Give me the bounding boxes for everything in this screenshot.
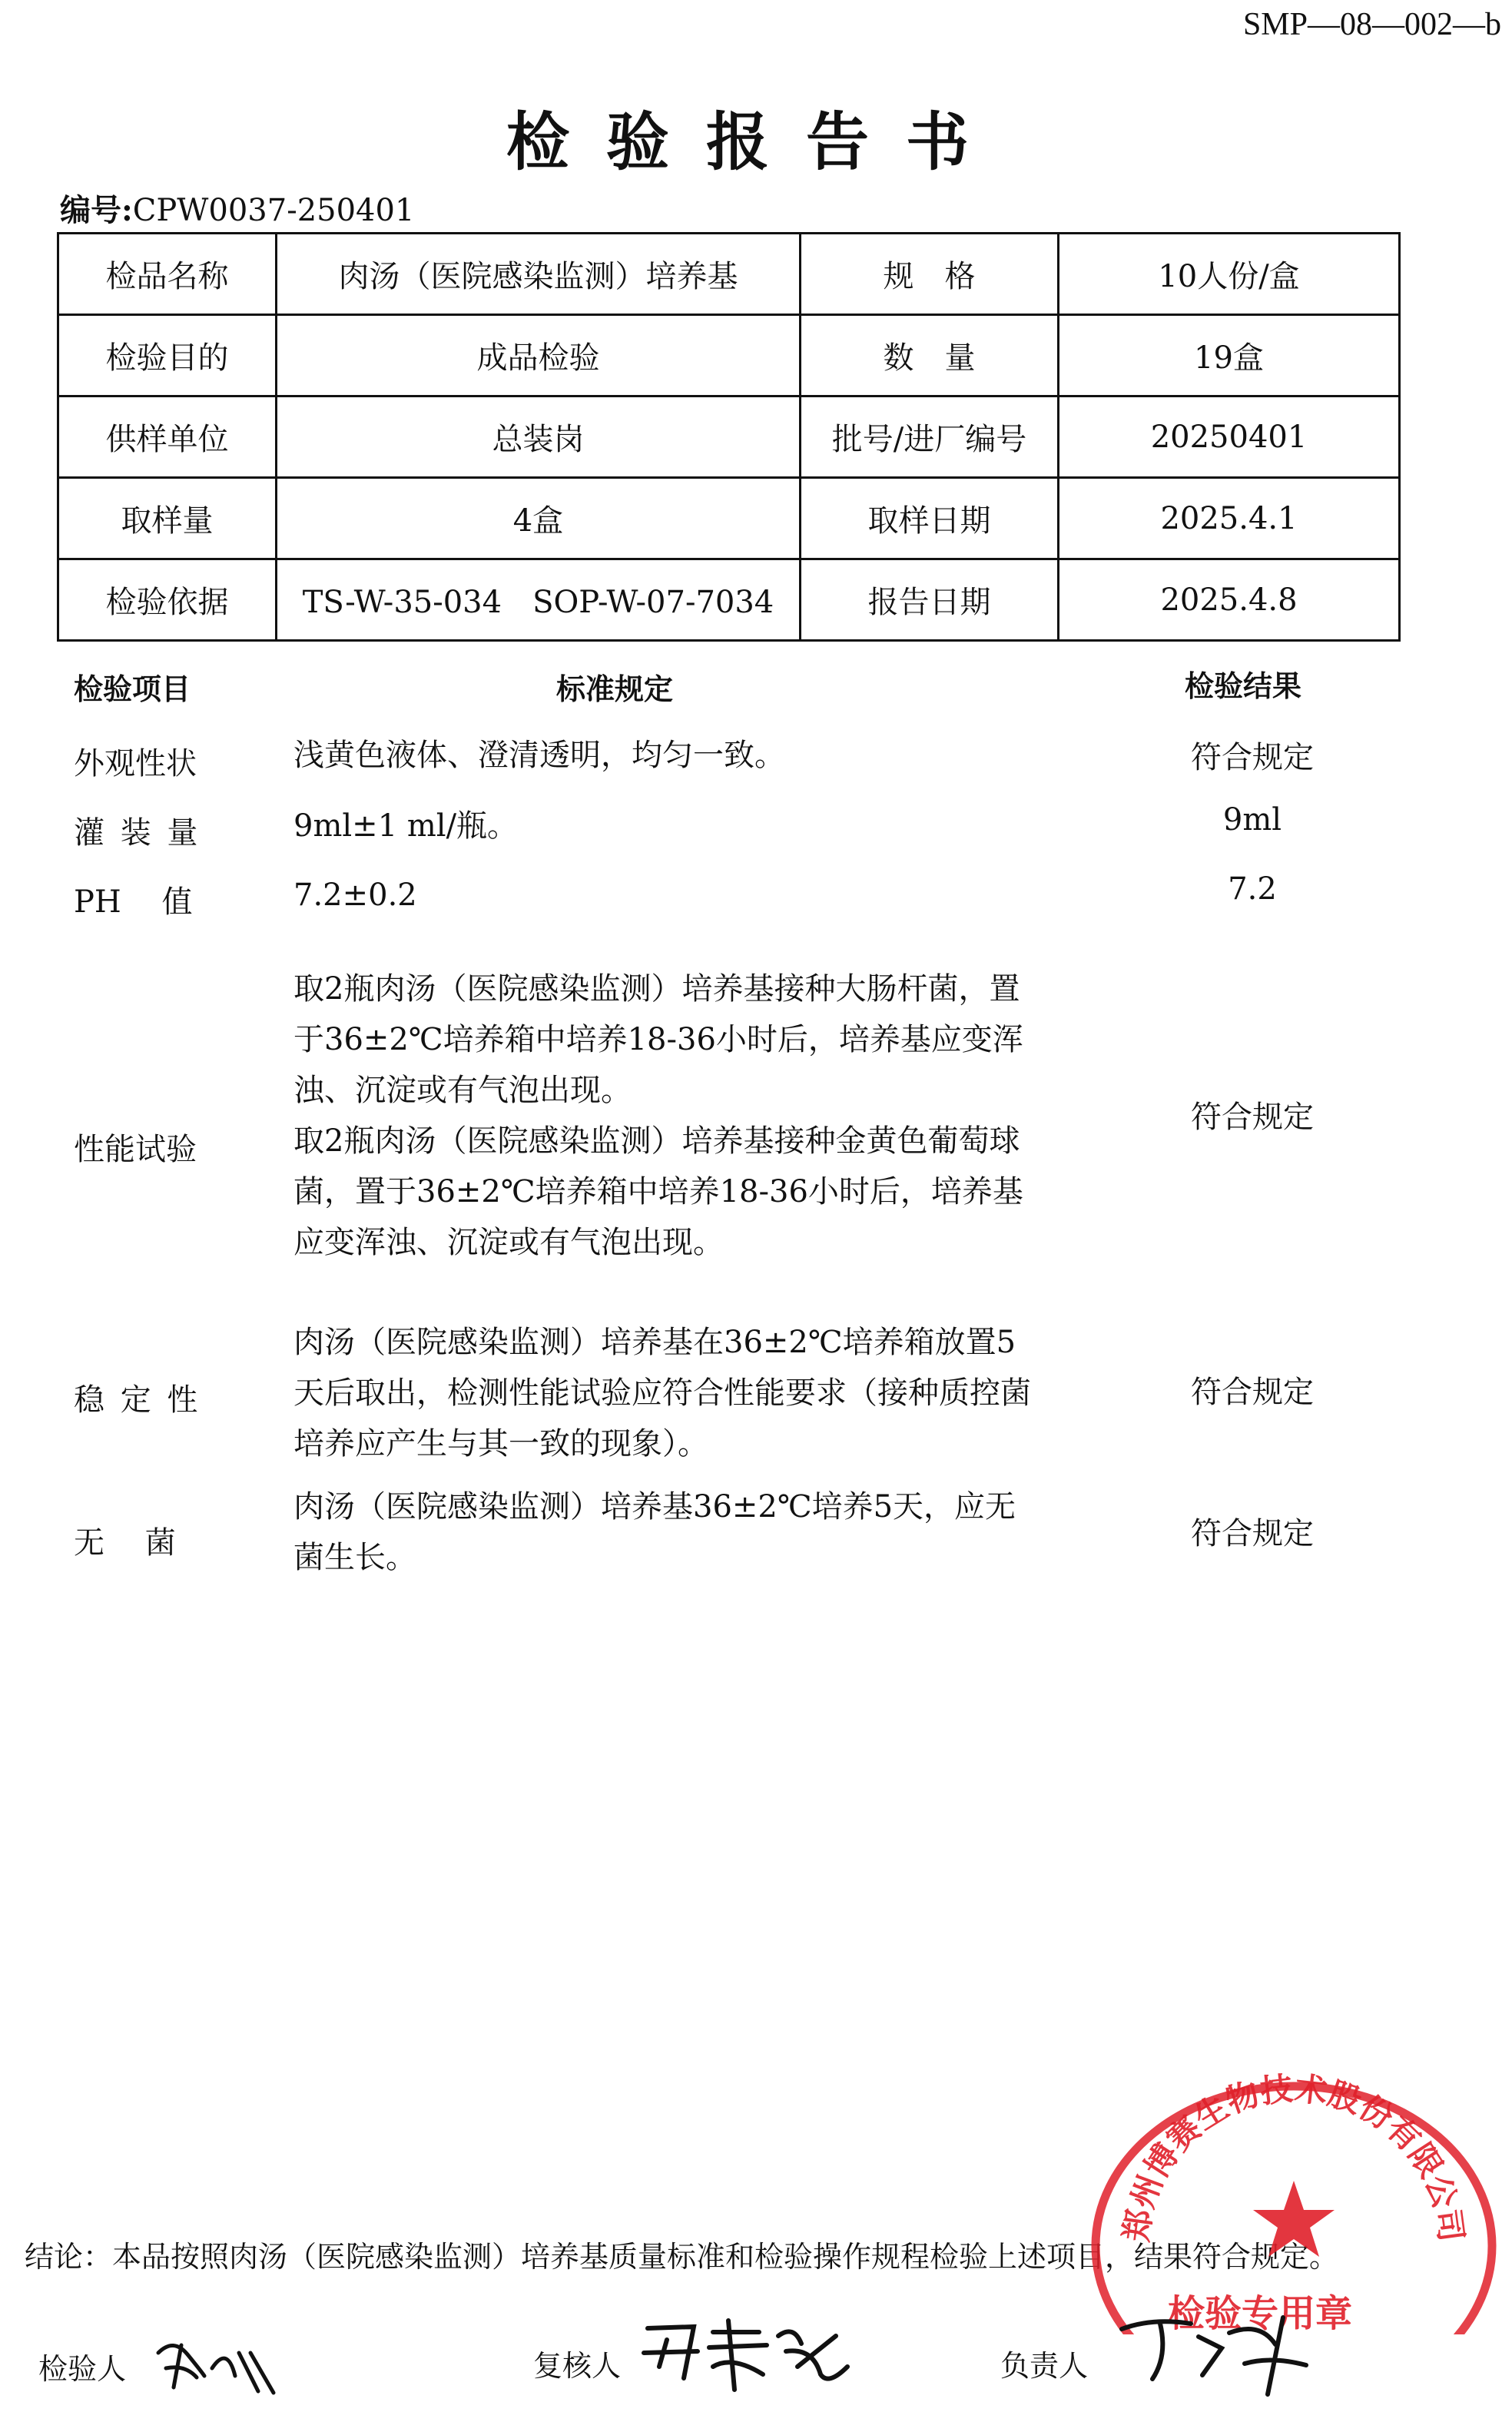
cell-label: 检验依据 [58, 559, 277, 641]
seal-purpose-text: 检验专用章 [1168, 2292, 1353, 2335]
cell-label: 检品名称 [58, 234, 277, 315]
table-row [58, 559, 1400, 641]
cell-value: TS-W-35-034 SOP-W-07-7034 [277, 559, 801, 641]
standard-stability [293, 1317, 1246, 1469]
reviewer-label: 复核人 [533, 2349, 622, 2383]
conclusion: 结论：本品按照肉汤（医院感染监测）培养基质量标准和检验操作规程检验上述项目，结果符合规定。 [25, 2240, 1339, 2274]
standard-line: 取2瓶肉汤（医院感染监测）培养基接种大肠杆菌，置 [293, 971, 1020, 1007]
item-stability: 稳 定 性 [74, 1382, 201, 1418]
page-title: 检验报告书 [506, 105, 1006, 179]
cell-value: 2025.4.8 [1059, 559, 1400, 641]
star-icon [1253, 2181, 1335, 2257]
cell-value: 成品检验 [277, 315, 801, 396]
result-performance: 符合规定 [1191, 1100, 1314, 1135]
item-performance: 性能试验 [74, 1132, 197, 1167]
responsible-signature [1106, 2302, 1329, 2402]
header-item: 检验项目 [74, 672, 191, 706]
standard-line: 9ml±1 ml/瓶。 [293, 808, 519, 844]
standard-line: 应变浑浊、沉淀或有气泡出现。 [293, 1225, 724, 1260]
cell-value: 10人份/盒 [1059, 234, 1400, 315]
document-code: SMP—08—002—b [1242, 7, 1501, 42]
standard-line: 菌生长。 [293, 1540, 416, 1575]
report-number [60, 186, 414, 230]
cell-label: 报告日期 [801, 559, 1059, 641]
standard-line: 肉汤（医院感染监测）培养基在36±2℃培养箱放置5 [293, 1325, 1016, 1360]
result-fill-volume: 9ml [1222, 802, 1282, 838]
report-number-label: 编号: [60, 192, 133, 228]
cell-label: 批号/进厂编号 [801, 396, 1059, 478]
standard-line: 取2瓶肉汤（医院感染监测）培养基接种金黄色葡萄球 [293, 1123, 1020, 1159]
header-standard: 标准规定 [556, 672, 674, 706]
result-sterility: 符合规定 [1191, 1516, 1314, 1551]
cell-value: 总装岗 [277, 396, 801, 478]
cell-label: 规 格 [801, 234, 1059, 315]
standard-line: 7.2±0.2 [293, 878, 417, 913]
cell-value: 19盒 [1059, 315, 1400, 396]
standard-line: 天后取出，检测性能试验应符合性能要求（接种质控菌 [293, 1375, 1031, 1411]
reviewer-signature [636, 2305, 859, 2397]
cell-value: 4盒 [277, 478, 801, 559]
standard-line: 菌，置于36±2℃培养箱中培养18-36小时后，培养基 [293, 1174, 1023, 1209]
inspector-signature [151, 2322, 281, 2399]
seal-company-text: 郑州博赛生物技术股份有限公司 [1117, 2069, 1471, 2244]
responsible-label: 负责人 [1000, 2349, 1089, 2383]
result-ph: 7.2 [1228, 871, 1277, 907]
cell-label: 检验目的 [58, 315, 277, 396]
result-appearance: 符合规定 [1191, 740, 1314, 775]
table-row [58, 396, 1400, 478]
standard-line: 浅黄色液体、澄清透明，均匀一致。 [293, 738, 785, 773]
info-table [57, 232, 1401, 642]
table-row [58, 315, 1400, 396]
item-sterility: 无 菌 [74, 1525, 176, 1561]
item-fill-volume: 灌 装 量 [74, 815, 201, 851]
standard-performance [293, 964, 1246, 1268]
standard-fill-volume [293, 801, 1246, 851]
cell-value: 2025.4.1 [1059, 478, 1400, 559]
standard-line: 肉汤（医院感染监测）培养基36±2℃培养5天，应无 [293, 1489, 1016, 1525]
standard-line: 浊、沉淀或有气泡出现。 [293, 1073, 632, 1108]
standard-ph [293, 870, 1246, 921]
item-appearance: 外观性状 [74, 746, 197, 781]
inspector-label: 检验人 [38, 2352, 127, 2386]
cell-label: 数 量 [801, 315, 1059, 396]
header-result: 检验结果 [1185, 669, 1302, 703]
standard-appearance [293, 730, 1246, 781]
cell-value: 20250401 [1059, 396, 1400, 478]
standard-line: 培养应产生与其一致的现象）。 [293, 1426, 708, 1461]
table-row [58, 478, 1400, 559]
result-stability: 符合规定 [1191, 1375, 1314, 1410]
item-ph: PH 值 [74, 884, 193, 920]
cell-label: 供样单位 [58, 396, 277, 478]
table-row [58, 234, 1400, 315]
standard-line: 于36±2℃培养箱中培养18-36小时后，培养基应变浑 [293, 1022, 1023, 1057]
cell-label: 取样量 [58, 478, 277, 559]
report-number-value: CPW0037-250401 [132, 193, 415, 228]
cell-label: 取样日期 [801, 478, 1059, 559]
cell-value: 肉汤（医院感染监测）培养基 [277, 234, 801, 315]
standard-sterility [293, 1481, 1246, 1583]
